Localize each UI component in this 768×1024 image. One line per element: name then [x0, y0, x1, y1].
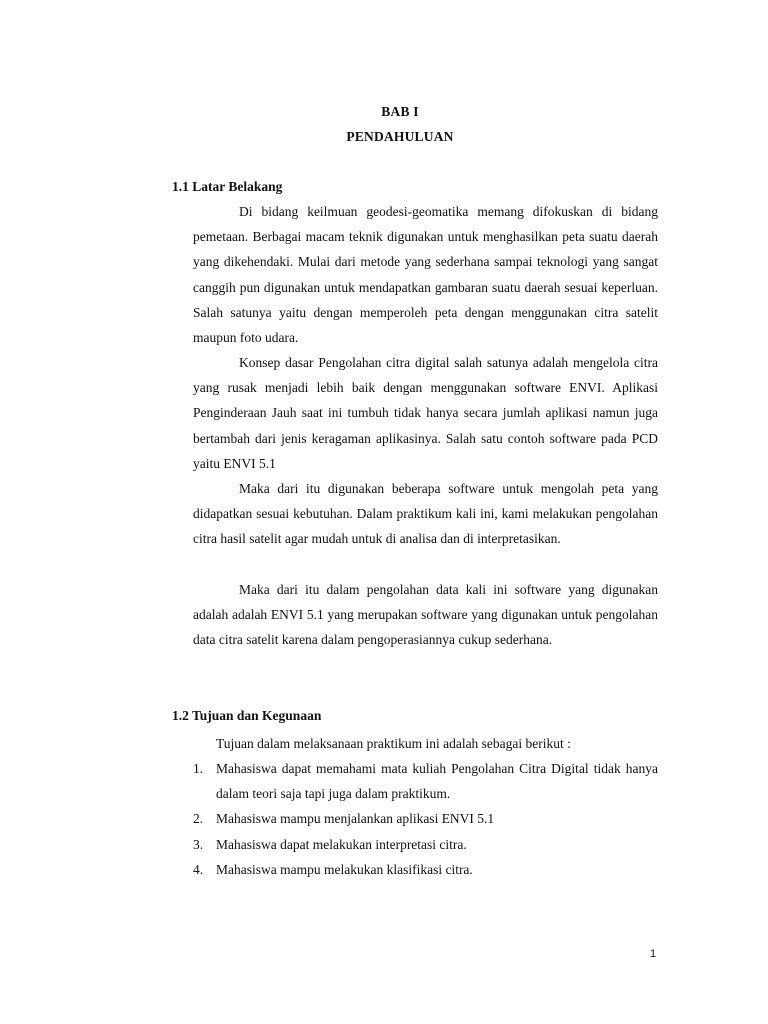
list-number: 2. — [193, 811, 204, 827]
list-number: 3. — [193, 836, 204, 852]
paragraph: Konsep dasar Pengolahan citra digital salah satunya adalah mengelola citra yang rusak menjadi lebih baik dengan menggunakan software ENVI. Aplikasi Penginderaan Jauh saat ini tumbuh tidak hanya secara jumlah aplikasi namun juga bertambah dari jenis keragaman aplikasinya. Salah satu contoh software pada PCD yaitu ENVI 5.1 — [193, 355, 658, 471]
list-intro: Tujuan dalam melaksanaan praktikum ini adalah sebagai berikut : — [216, 736, 571, 751]
list-item-text: Mahasiswa dapat memahami mata kuliah Pengolahan Citra Digital tidak hanya dalam teori saja tapi juga dalam praktikum. — [216, 761, 658, 802]
chapter-label: BAB I — [381, 104, 419, 119]
list-item-text: Mahasiswa mampu melakukan klasifikasi citra. — [216, 861, 473, 877]
section-heading-tujuan: 1.2 Tujuan dan Kegunaan — [172, 708, 322, 723]
list-item-text: Mahasiswa mampu menjalankan aplikasi ENVI 5.1 — [216, 811, 495, 827]
list-item-text: Mahasiswa dapat melakukan interpretasi citra. — [216, 836, 467, 852]
paragraph: Maka dari itu digunakan beberapa software untuk mengolah peta yang didapatkan sesuai kebutuhan. Dalam praktikum kali ini, kami melakukan pengolahan citra hasil satelit agar mudah untuk di analisa dan di interpretasikan. — [193, 481, 658, 547]
paragraph: Di bidang keilmuan geodesi-geomatika memang difokuskan di bidang pemetaan. Berbagai macam teknik digunakan untuk menghasilkan peta suatu daerah yang dikehendaki. Mulai dari metode yang sederhana sampai teknologi yang sangat canggih pun digunakan untuk mendapatkan gambaran suatu daerah sesuai keperluan. Salah satunya yaitu dengan memperoleh peta dengan menggunakan citra satelit maupun foto udara. — [193, 204, 658, 346]
list-item — [193, 806, 658, 831]
list-number: 4. — [193, 861, 204, 877]
paragraph: Maka dari itu dalam pengolahan data kali ini software yang digunakan adalah adalah ENVI 5.1 yang merupakan software yang digunakan untuk pengolahan data citra satelit karena dalam pengoperasiannya cukup sederhana. — [193, 582, 658, 648]
list-item — [193, 756, 658, 806]
chapter-title: PENDAHULUAN — [346, 129, 454, 144]
list-item — [193, 857, 658, 882]
list-item — [193, 832, 658, 857]
page-number: 1 — [650, 948, 657, 960]
section-heading-latar-belakang: 1.1 Latar Belakang — [172, 179, 283, 194]
list-number: 1. — [193, 761, 204, 776]
objectives-list — [193, 756, 658, 882]
